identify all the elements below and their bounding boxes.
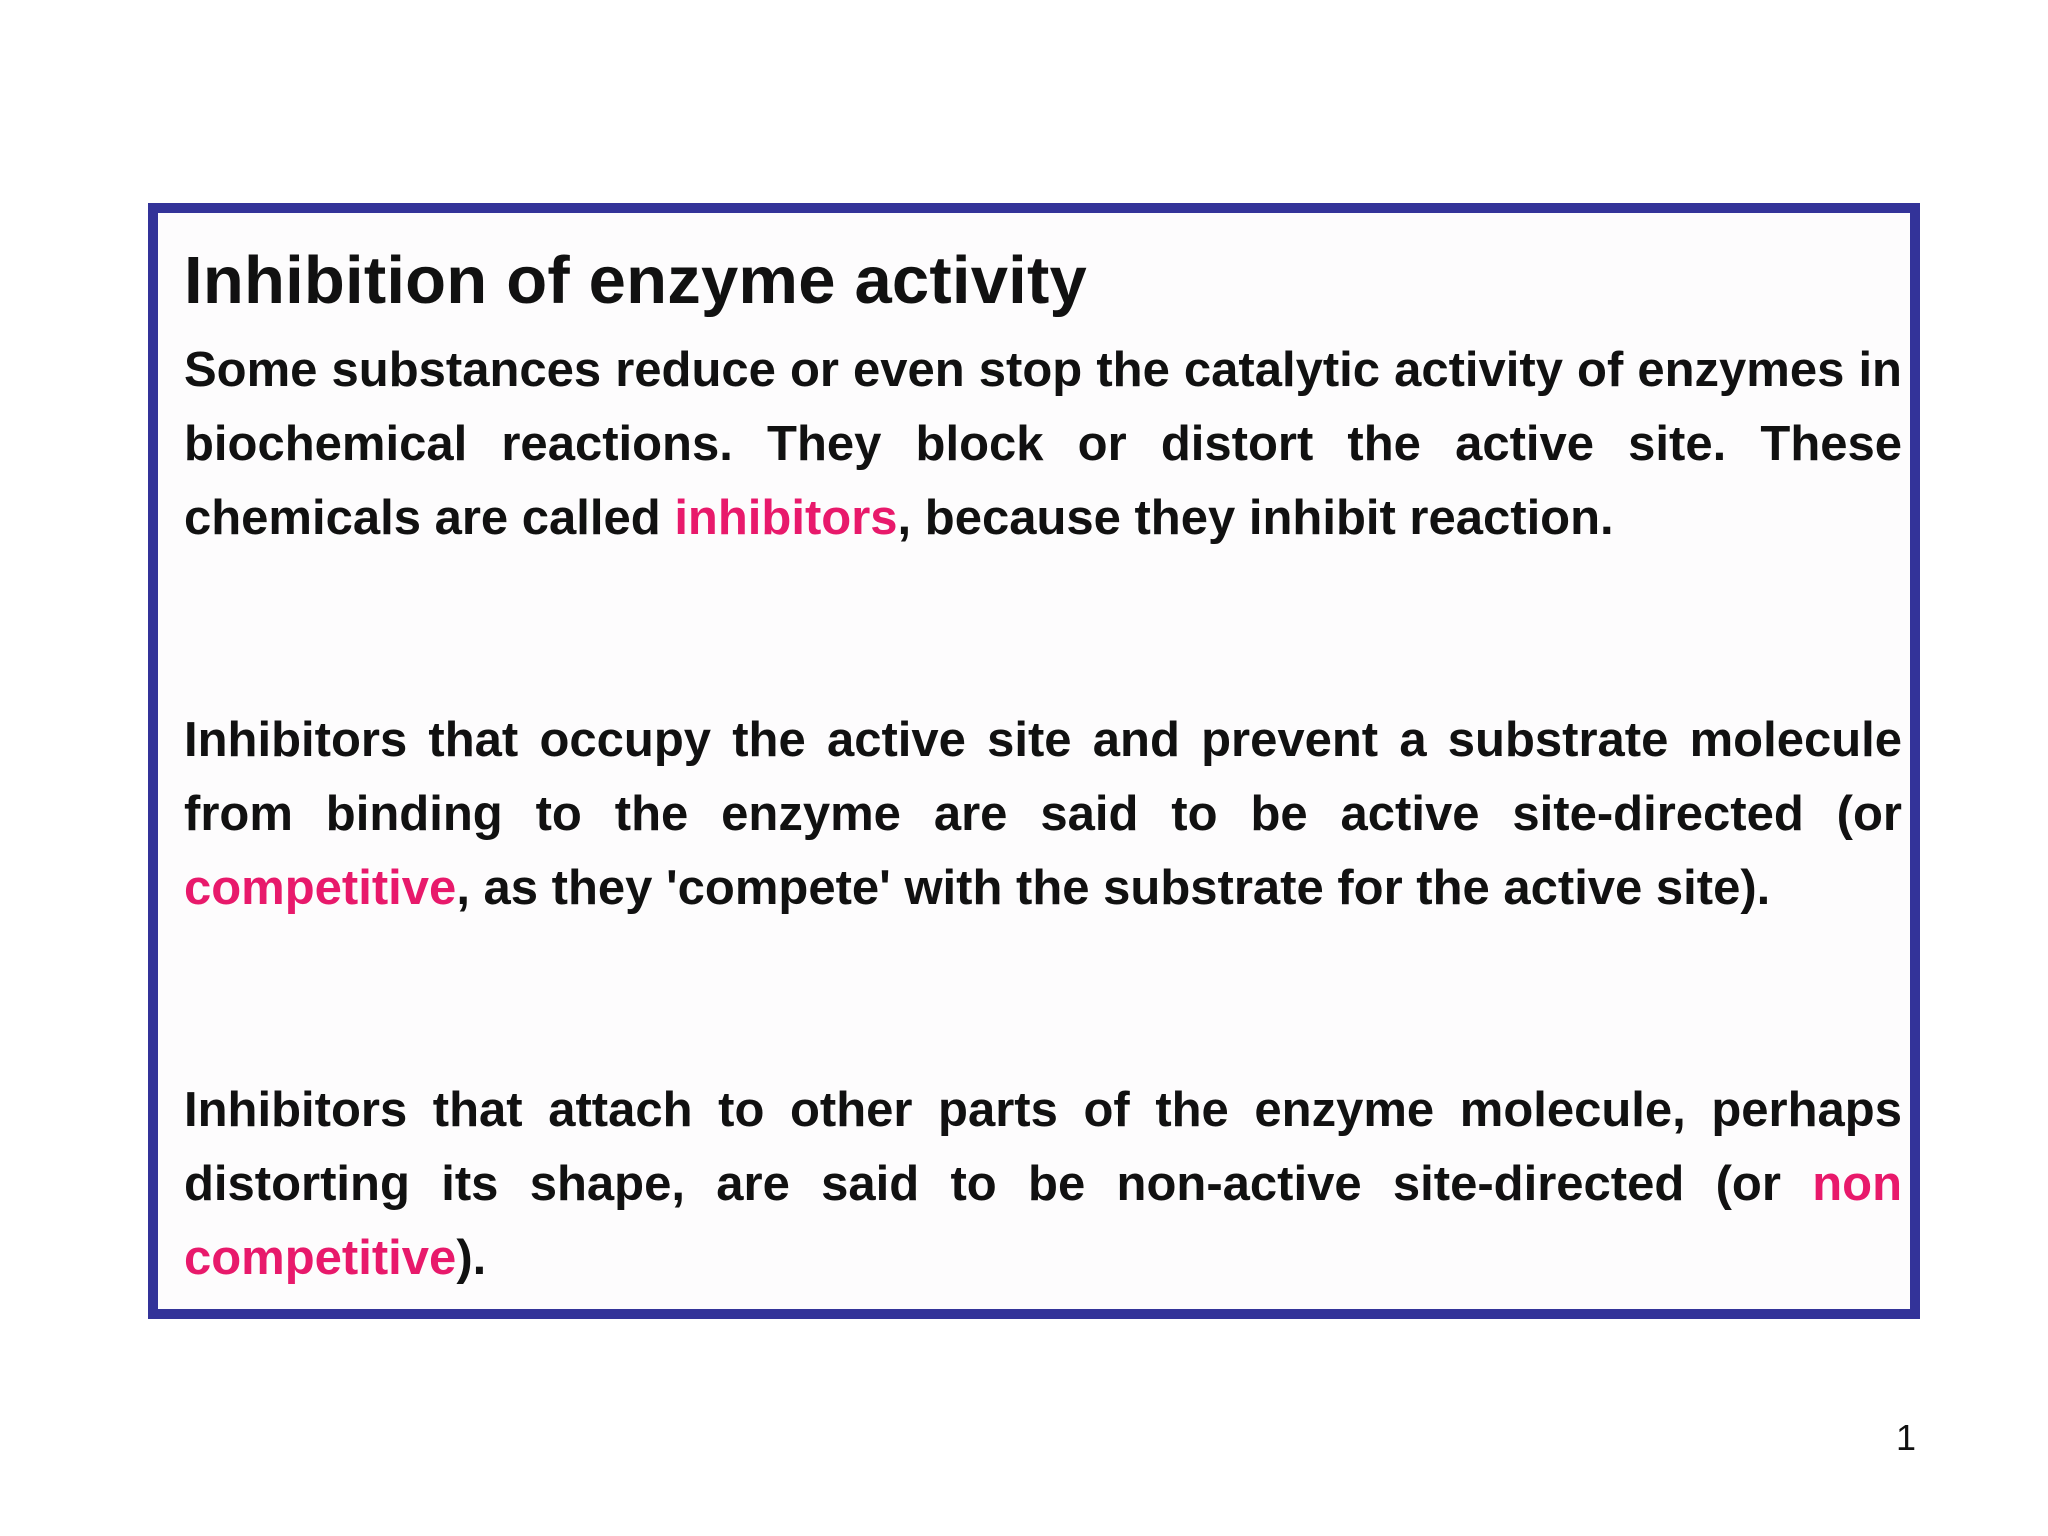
paragraph-text: ). (456, 1231, 487, 1285)
paragraph-text: , as they 'compete' with the substrate for the active site). (456, 861, 1771, 915)
paragraph-competitive (184, 703, 1902, 925)
highlighted-term-inhibitors: inhibitors (674, 491, 898, 545)
highlighted-term-competitive: competitive (184, 861, 457, 915)
highlighted-term-non-competitive: non competitive (184, 1157, 1902, 1285)
paragraph-non-competitive (184, 1073, 1902, 1295)
page-number: 1 (1896, 1417, 1917, 1458)
slide-title: Inhibition of enzyme activity (184, 243, 1087, 318)
paragraph-text: , because they inhibit reaction. (897, 491, 1614, 545)
paragraph-text: Some substances reduce or even stop the catalytic activity of enzymes in biochemical reactions. They block or distort the active site. These chemicals are called (184, 343, 1902, 545)
slide-content-box (148, 203, 1920, 1319)
paragraph-text: Inhibitors that attach to other parts of the enzyme molecule, perhaps distorting its shape, are said to be non-active site-directed (or (184, 1083, 1902, 1211)
paragraph-text: Inhibitors that occupy the active site and prevent a substrate molecule from binding to the enzyme are said to be active site-directed (or (184, 713, 1902, 841)
paragraph-inhibitors (184, 333, 1902, 555)
